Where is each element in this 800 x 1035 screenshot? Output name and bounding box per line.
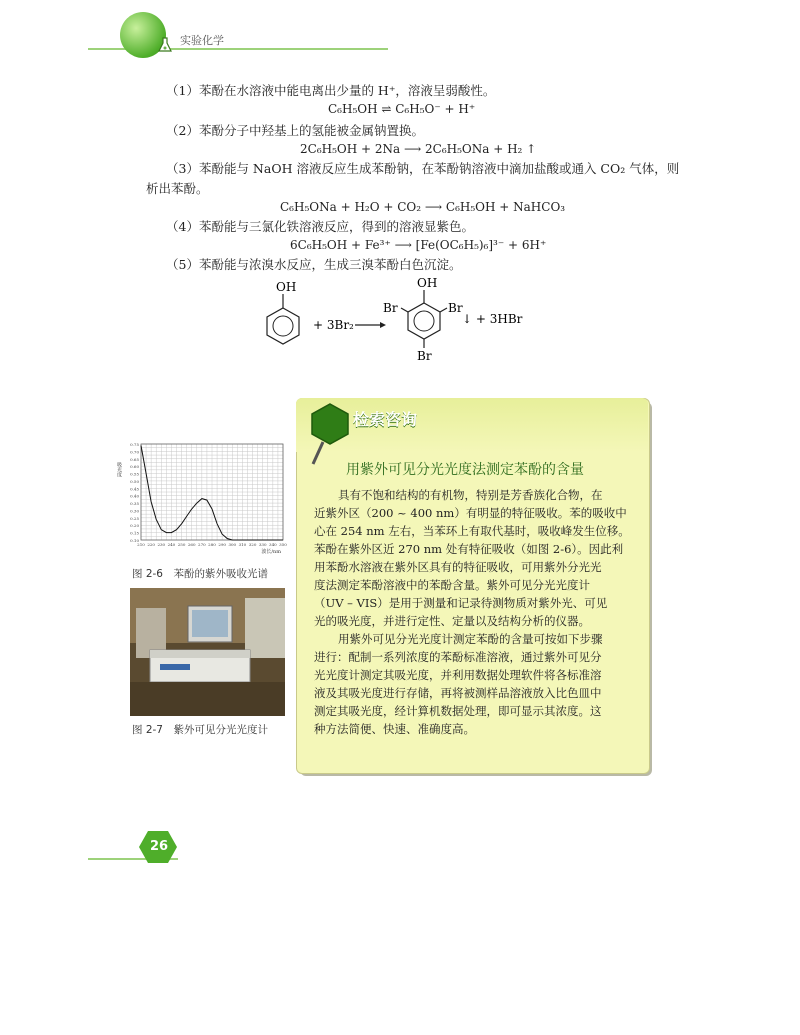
x-tick-label: 270 — [198, 542, 206, 547]
x-tick-label: 320 — [248, 542, 257, 547]
info-badge-title: 检索咨询 — [353, 410, 418, 429]
header-title: 实验化学 — [180, 34, 224, 47]
info-heading: 用紫外可见分光光度法测定苯酚的含量 — [346, 462, 584, 478]
uv-spectrum-svg — [113, 438, 288, 560]
x-tick-label: 300 — [228, 542, 237, 547]
equation-3: C₆H₅ONa + H₂O + CO₂ ⟶ C₆H₅OH + NaHCO₃ — [280, 200, 566, 214]
info-line: 近紫外区（200 ~ 400 nm）有明显的特征吸收。苯的吸收中 — [314, 506, 627, 520]
info-line: 心在 254 nm 左右，当苯环上有取代基时，吸收峰发生位移。 — [314, 524, 630, 538]
uv-spectrum-chart — [113, 438, 288, 560]
x-tick-label: 220 — [147, 542, 155, 547]
spectrophotometer-photo — [130, 588, 285, 716]
y-tick-label: 0.30 — [130, 508, 139, 514]
item-3: （3）苯酚能与 NaOH 溶液反应生成苯酚钠，在苯酚钠溶液中滴加盐酸或通入 CO₂ 气体，则 — [166, 161, 680, 176]
info-line: 液及其吸光度进行存储，再将被测样品溶液放入比色皿中 — [314, 686, 602, 700]
item-1: （1）苯酚在水溶液中能电离出少量的 H⁺，溶液呈弱酸性。 — [166, 83, 496, 98]
br-bottom-label: Br — [417, 349, 432, 363]
x-tick-label: 250 — [177, 542, 186, 547]
item-5: （5）苯酚能与浓溴水反应，生成三溴苯酚白色沉淀。 — [166, 257, 462, 272]
info-line: 用苯酚水溶液在紫外区具有的特征吸收，可用紫外分光光 — [314, 560, 602, 574]
equation-1: C₆H₅OH ⇌ C₆H₅O⁻ + H⁺ — [328, 102, 476, 116]
page-number: 26 — [150, 839, 169, 854]
x-tick-label: 330 — [258, 542, 267, 547]
y-tick-label: 0.40 — [130, 493, 139, 499]
y-tick-label: 0.70 — [130, 449, 139, 455]
info-line: 种方法简便、快速、准确度高。 — [314, 722, 475, 736]
x-tick-label: 230 — [157, 542, 166, 547]
info-line: 具有不饱和结构的有机物，特别是芳香族化合物，在 — [338, 488, 603, 502]
x-axis-label: 波长/nm — [261, 549, 281, 555]
x-tick-label: 260 — [187, 542, 196, 547]
item-3-cont: 析出苯酚。 — [146, 181, 209, 196]
y-tick-label: 0.50 — [130, 478, 139, 484]
bromination-scheme — [255, 276, 535, 366]
info-line: 光光度计测定其吸光度，并利用数据处理软件将各标准溶 — [314, 668, 602, 682]
product-oh-label: OH — [417, 276, 438, 290]
info-line: 进行：配制一系列浓度的苯酚标准溶液，通过紫外可见分 — [314, 650, 602, 664]
x-tick-label: 280 — [208, 542, 216, 547]
product-tail: ↓ + 3HBr — [462, 312, 523, 326]
figure-2-7-caption: 图 2-7 紫外可见分光光度计 — [132, 724, 268, 736]
x-tick-label: 310 — [238, 542, 247, 547]
info-line: 光的吸光度，并进行定性、定量以及结构分析的仪器。 — [314, 614, 590, 628]
info-line: 用紫外可见分光光度计测定苯酚的含量可按如下步骤 — [338, 632, 603, 646]
y-tick-label: 0.75 — [130, 442, 139, 447]
info-line: （UV – VIS）是用于测量和记录待测物质对紫外光、可见 — [314, 596, 608, 610]
phenol-oh-label: OH — [276, 280, 297, 294]
item-2: （2）苯酚分子中羟基上的氢能被金属钠置换。 — [166, 123, 424, 138]
tribromophenol-structure — [401, 290, 447, 348]
y-tick-label: 0.65 — [130, 456, 139, 462]
y-tick-label: 0.20 — [130, 523, 139, 529]
equation-4: 6C₆H₅OH + Fe³⁺ ⟶ [Fe(OC₆H₅)₆]³⁻ + 6H⁺ — [290, 238, 547, 252]
y-tick-label: 0.45 — [130, 486, 139, 492]
x-tick-label: 210 — [137, 542, 145, 547]
x-tick-label: 240 — [167, 542, 176, 547]
y-tick-label: 0.60 — [130, 464, 139, 470]
x-tick-label: 350 — [279, 542, 287, 547]
y-tick-label: 0.55 — [130, 471, 139, 477]
reaction-arrow — [355, 322, 386, 328]
flask-icon — [156, 36, 174, 54]
br-left-label: Br — [383, 301, 398, 315]
spectrophotometer-illustration — [130, 588, 285, 716]
info-line: 度法测定苯酚溶液中的苯酚含量。紫外可见分光光度计 — [314, 578, 590, 592]
bromine-reagent: + 3Br₂ — [313, 318, 354, 332]
info-line: 测定其吸光度，经计算机数据处理，即可显示其浓度。这 — [314, 704, 602, 718]
equation-2: 2C₆H₅OH + 2Na ⟶ 2C₆H₅ONa + H₂ ↑ — [300, 142, 537, 156]
item-4: （4）苯酚能与三氯化铁溶液反应，得到的溶液显紫色。 — [166, 219, 474, 234]
x-tick-label: 340 — [269, 542, 277, 547]
y-tick-label: 0.15 — [130, 530, 139, 536]
y-tick-label: 0.10 — [130, 538, 139, 543]
phenol-structure — [267, 294, 299, 344]
br-right-label: Br — [448, 301, 463, 315]
x-tick-label: 290 — [218, 542, 226, 547]
y-tick-label: 0.25 — [130, 515, 139, 521]
figure-2-6-caption: 图 2-6 苯酚的紫外吸收光谱 — [132, 568, 268, 580]
y-axis-label: 吸光度 — [116, 462, 122, 477]
y-tick-label: 0.35 — [130, 501, 139, 507]
info-line: 苯酚在紫外区近 270 nm 处有特征吸收（如图 2-6）。因此利 — [314, 542, 624, 556]
